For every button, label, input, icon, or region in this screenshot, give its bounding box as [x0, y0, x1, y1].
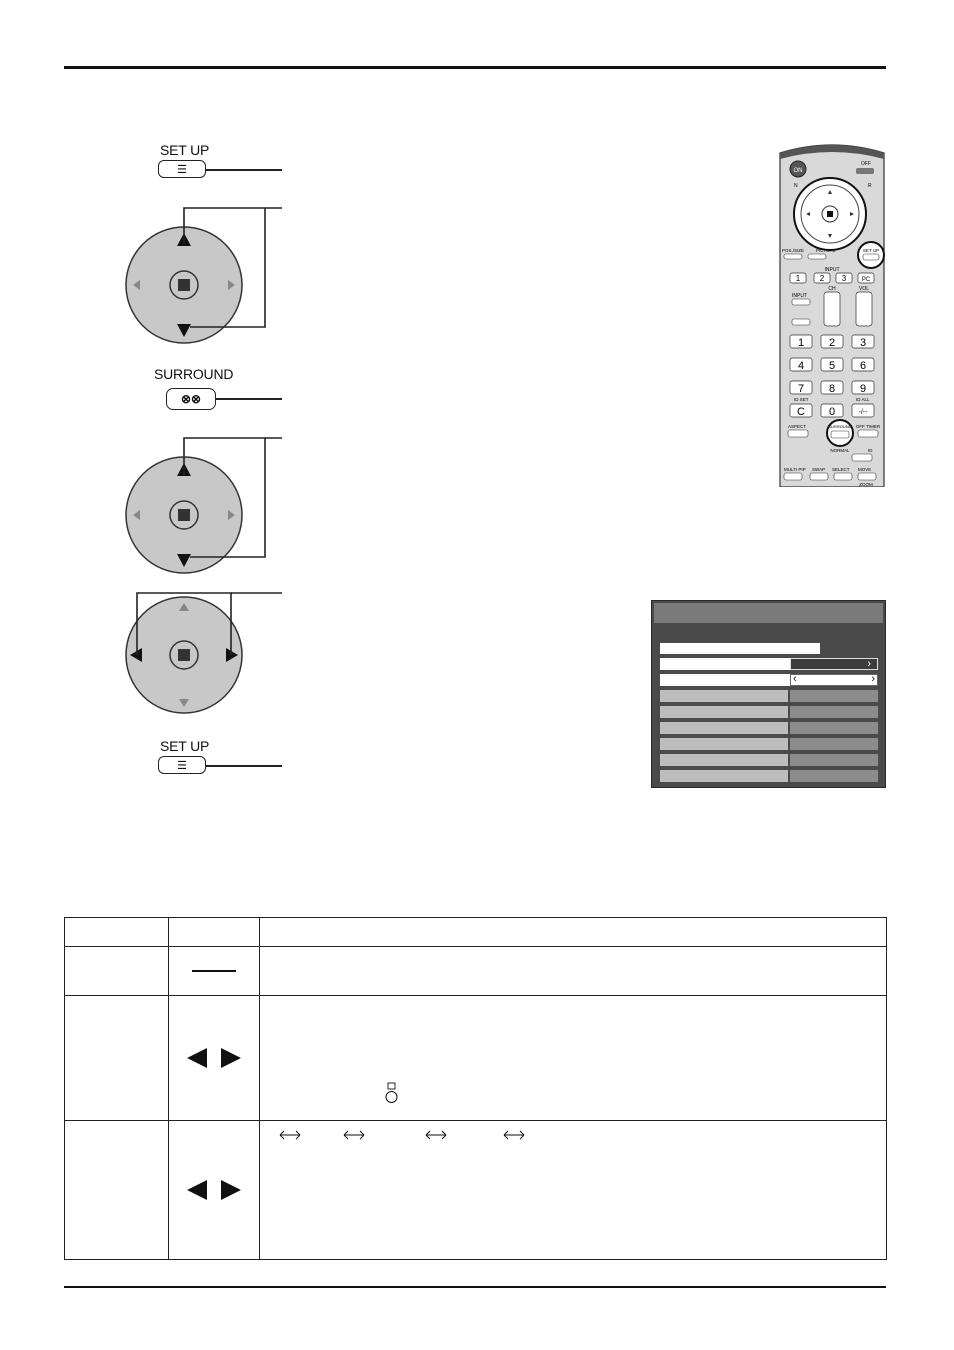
- remote-key: 5: [828, 360, 836, 372]
- direction-pad-updown-1[interactable]: [120, 200, 285, 350]
- table-cell: [260, 1121, 887, 1260]
- remote-pc: PC: [861, 277, 871, 283]
- remote-move-label: MOVE: [858, 467, 872, 472]
- table-cell: [65, 918, 169, 947]
- remote-input2: 2: [819, 274, 825, 283]
- remote-input-header: INPUT: [824, 267, 840, 273]
- setup-button-bottom[interactable]: [158, 756, 206, 774]
- remote-input-btn-label: INPUT: [792, 293, 807, 299]
- remote-aspect-label: ASPECT: [788, 424, 807, 429]
- osd-row-active: ›: [660, 658, 878, 670]
- osd-row: [660, 690, 878, 702]
- remote-normal-label: NORMAL: [830, 448, 850, 453]
- table-row: [65, 996, 887, 1121]
- table-cell: [169, 1121, 260, 1260]
- remote-picture-label: PICTURE: [816, 248, 836, 253]
- osd-row: [660, 706, 878, 718]
- remote-key: 2: [828, 337, 836, 349]
- direction-pad-updown-2[interactable]: [120, 430, 285, 580]
- top-rule: [64, 66, 886, 69]
- osd-row: [660, 722, 878, 734]
- remote-n-label: N: [794, 183, 798, 189]
- remote-off-timer-label: OFF TIMER: [855, 424, 881, 429]
- remote-pos-size-label: POS./SIZE: [782, 248, 805, 253]
- remote-setup-label: SET UP: [862, 248, 880, 253]
- remote-key: 6: [859, 360, 867, 372]
- remote-key: 7: [797, 383, 805, 395]
- remote-key: 9: [859, 383, 867, 395]
- leader-line: [206, 765, 282, 767]
- remote-input3: 3: [841, 274, 847, 283]
- remote-key: 1: [797, 337, 805, 349]
- remote-id-label: ID: [868, 448, 873, 453]
- remote-input1: 1: [795, 274, 801, 283]
- table-cell: [65, 947, 169, 996]
- remote-on-label: ON: [793, 168, 803, 174]
- table-cell: [169, 996, 260, 1121]
- table-cell: [169, 918, 260, 947]
- osd-row: [660, 738, 878, 750]
- leader-line: [206, 169, 282, 171]
- setup-label-bottom: SET UP: [160, 738, 210, 754]
- bottom-rule: [64, 1286, 886, 1288]
- remote-vol-label: VOL: [858, 286, 870, 292]
- table-header-row: [65, 918, 887, 947]
- direction-pad-leftright[interactable]: [120, 585, 285, 720]
- remote-id-set-label: ID SET: [794, 397, 809, 402]
- remote-surround-label: SURROUND: [828, 424, 852, 429]
- table-cell: [260, 918, 887, 947]
- double-arrow-icon: [278, 1129, 302, 1141]
- menu-icon: ☰: [177, 163, 187, 176]
- double-arrow-icon: [342, 1129, 366, 1141]
- remote-key: C: [797, 406, 805, 418]
- button-symbol-icon: [384, 1082, 400, 1104]
- remote-key: -/--: [858, 409, 868, 416]
- remote-key: 4: [797, 360, 805, 372]
- remote-r-label: R: [868, 183, 872, 189]
- surround-label: SURROUND: [154, 366, 234, 382]
- surround-icon: ⊗⊗: [180, 392, 202, 406]
- setup-button-top[interactable]: [158, 160, 206, 178]
- remote-multi-pip-label: MULTI PIP: [784, 467, 806, 472]
- table-cell: [260, 947, 887, 996]
- table-row: [65, 1121, 887, 1260]
- left-arrow-icon: [187, 1180, 207, 1200]
- right-arrow-icon: [221, 1048, 241, 1068]
- setup-label-top: SET UP: [160, 142, 210, 158]
- remote-id-all-label: ID ALL: [856, 397, 870, 402]
- table-cell: [65, 1121, 169, 1260]
- surround-button[interactable]: [166, 388, 216, 410]
- remote-zoom-label: ZOOM: [859, 482, 873, 487]
- osd-row: [660, 754, 878, 766]
- remote-key: 0: [828, 406, 836, 418]
- dash-line: [192, 970, 236, 971]
- remote-off-label: OFF: [861, 161, 871, 167]
- left-arrow-icon: [187, 1048, 207, 1068]
- remote-key: 3: [859, 337, 867, 349]
- table-cell: [169, 947, 260, 996]
- osd-selected-item: [660, 643, 820, 654]
- remote-swap-label: SWAP: [812, 467, 826, 472]
- osd-row: [660, 770, 878, 782]
- remote-select-label: SELECT: [832, 467, 850, 472]
- double-arrow-icon: [502, 1129, 526, 1141]
- osd-row-active: ‹ ›: [660, 674, 878, 686]
- menu-icon: ☰: [177, 759, 187, 772]
- right-arrow-icon: [221, 1180, 241, 1200]
- table-cell: [260, 996, 887, 1121]
- remote-ch-label: CH: [828, 286, 836, 292]
- leader-line: [216, 398, 282, 400]
- double-arrow-icon: [424, 1129, 448, 1141]
- settings-table: [64, 917, 887, 1260]
- onscreen-menu-preview: [651, 600, 886, 788]
- table-row: [65, 947, 887, 996]
- remote-key: 8: [828, 383, 836, 395]
- remote-control: [778, 141, 886, 487]
- osd-title-bar: [654, 603, 883, 623]
- table-cell: [65, 996, 169, 1121]
